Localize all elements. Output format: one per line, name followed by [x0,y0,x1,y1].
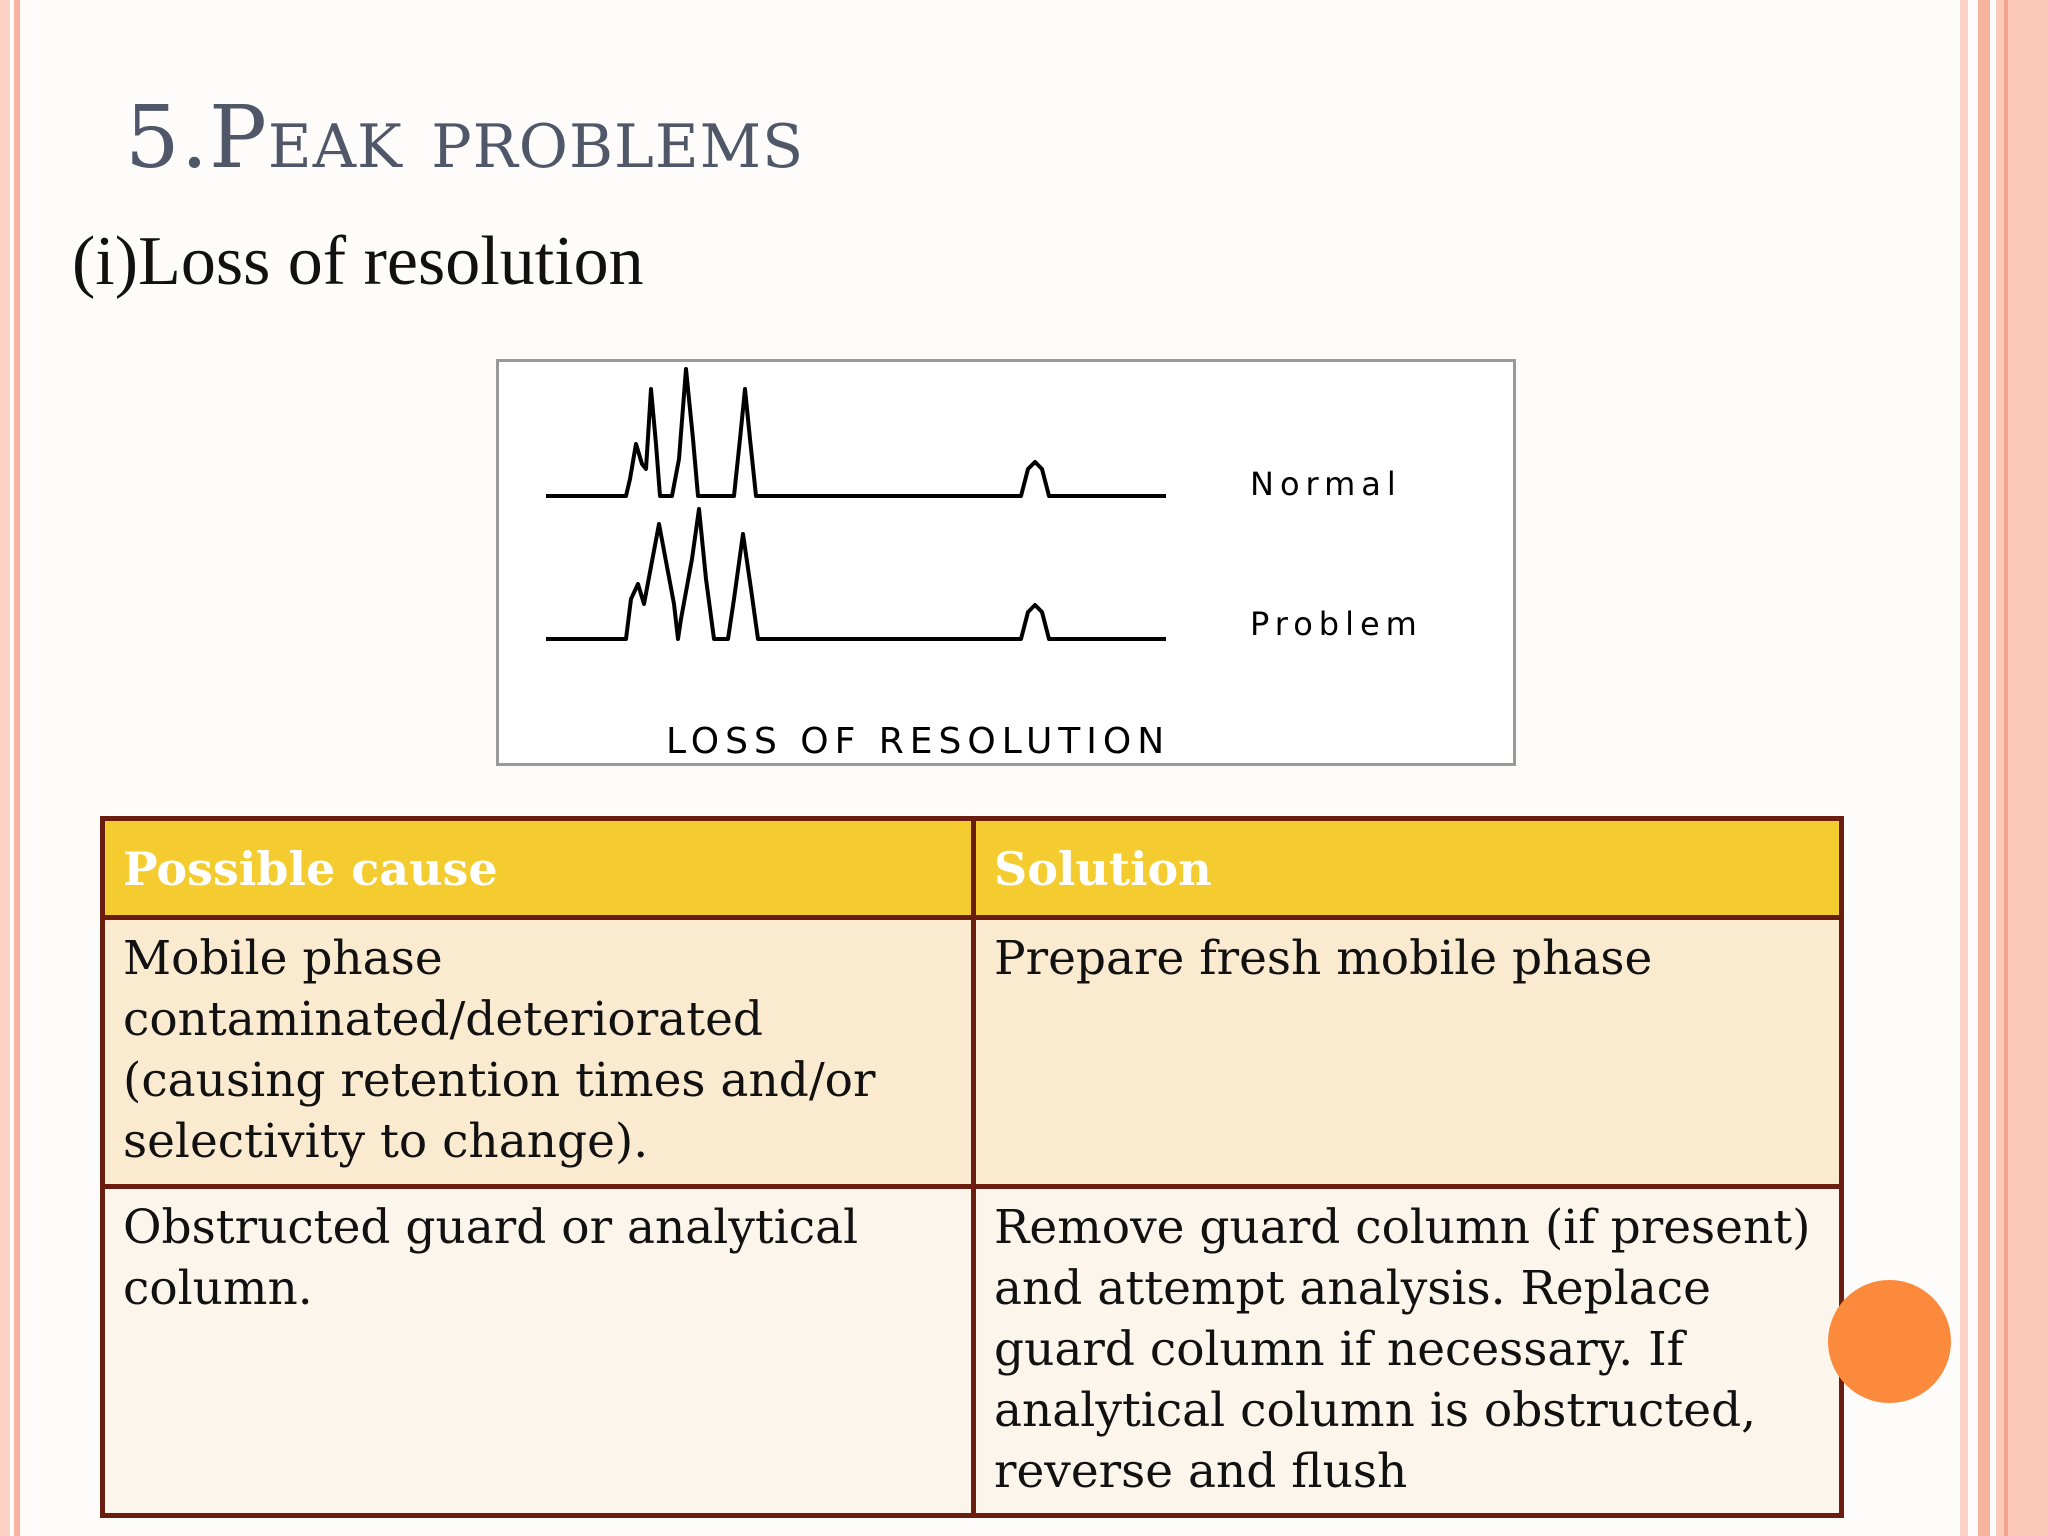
cause-cell: Obstructed guard or analytical column. [103,1187,974,1516]
right-border-line [2004,0,2008,1536]
cause-cell: Mobile phase contaminated/deteriorated (causing retention times and/or selectivity to change). [103,918,974,1187]
right-border-stripe-middle [1978,0,1990,1536]
loss-of-resolution-figure [496,359,1516,766]
solution-cell: Remove guard column (if present) and attempt analysis. Replace guard column if necessary. If analytical column is obstructed, reverse and flush [974,1187,1842,1516]
header-possible-cause: Possible cause [103,819,974,918]
left-border-stripe [0,0,10,1536]
left-border-line [14,0,20,1536]
slide-title: 5.Peak problems [125,88,805,188]
normal-label: Normal [1250,465,1402,503]
table-row [103,918,1842,1187]
header-solution: Solution [974,819,1842,918]
figure-caption: LOSS OF RESOLUTION [666,721,1171,762]
decorative-circle [1828,1280,1951,1403]
solution-cell: Prepare fresh mobile phase [974,918,1842,1187]
slide-subtitle: (i)Loss of resolution [72,223,644,300]
table-header-row [103,819,1842,918]
cause-solution-table [100,816,1844,1518]
right-border-stripe-inner [1960,0,1968,1536]
table-row [103,1187,1842,1516]
problem-label: Problem [1250,605,1423,643]
